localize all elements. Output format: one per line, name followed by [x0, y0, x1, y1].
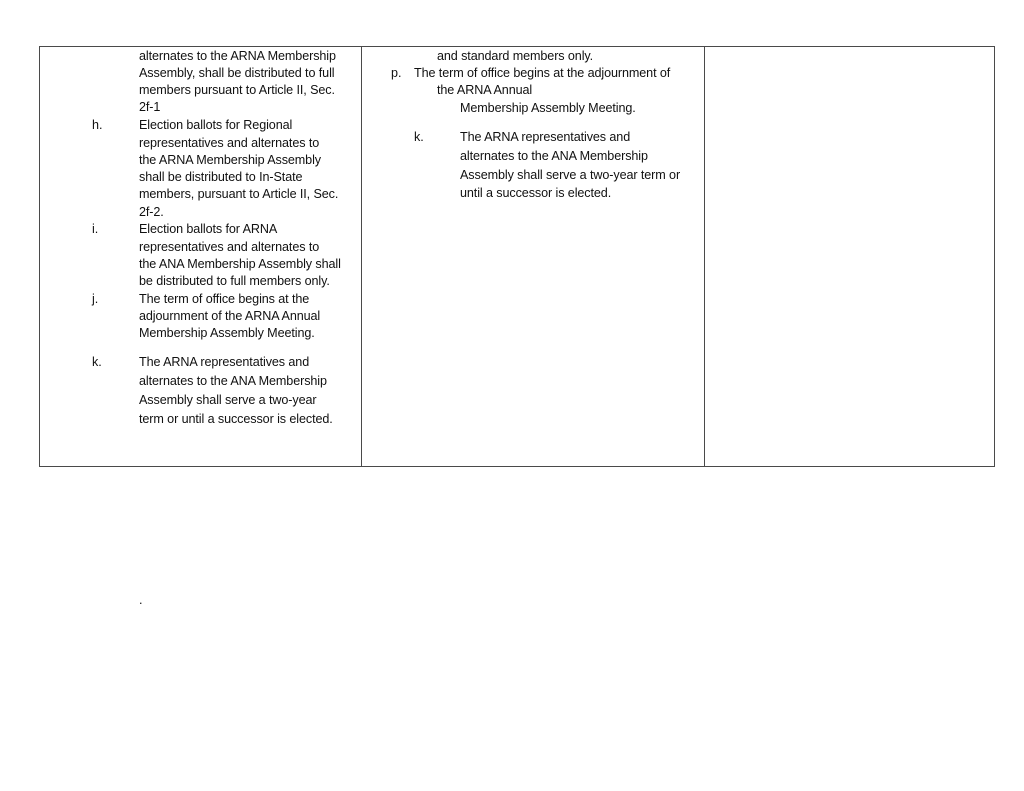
- item-label-j: j.: [92, 292, 99, 306]
- item-k-line: Assembly shall serve a two-year: [139, 393, 317, 407]
- item-k-col2-line: The ARNA representatives and: [460, 130, 631, 144]
- item-i-line: representatives and alternates to: [139, 240, 320, 254]
- item-k-line: alternates to the ANA Membership: [139, 374, 327, 388]
- col1-intro-line: alternates to the ARNA Membership: [139, 49, 336, 63]
- item-label-p: p.: [391, 66, 402, 80]
- item-label-k: k.: [92, 355, 102, 369]
- col1-intro-line: 2f-1: [139, 100, 161, 114]
- item-p-line: the ARNA Annual: [437, 83, 533, 97]
- item-i-line: Election ballots for ARNA: [139, 222, 278, 236]
- item-h-line: members, pursuant to Article II, Sec.: [139, 187, 339, 201]
- item-p-line: The term of office begins at the adjournment of: [414, 66, 671, 80]
- item-h-line: 2f-2.: [139, 205, 164, 219]
- item-k-line: The ARNA representatives and: [139, 355, 310, 369]
- col2-intro-line: and standard members only.: [437, 49, 594, 63]
- item-k-line: term or until a successor is elected.: [139, 412, 333, 426]
- stray-period: .: [139, 593, 143, 607]
- item-h-line: shall be distributed to In-State: [139, 170, 303, 184]
- item-j-line: The term of office begins at the: [139, 292, 310, 306]
- item-label-h: h.: [92, 118, 103, 132]
- item-j-line: Membership Assembly Meeting.: [139, 326, 315, 340]
- item-i-line: be distributed to full members only.: [139, 274, 330, 288]
- item-h-line: Election ballots for Regional: [139, 118, 293, 132]
- item-i-line: the ANA Membership Assembly shall: [139, 257, 341, 271]
- item-h-line: representatives and alternates to: [139, 136, 320, 150]
- item-label-i: i.: [92, 222, 99, 236]
- item-k-col2-line: alternates to the ANA Membership: [460, 149, 648, 163]
- col1-intro-line: members pursuant to Article II, Sec.: [139, 83, 335, 97]
- item-j-line: adjournment of the ARNA Annual: [139, 309, 321, 323]
- item-k-col2-line: until a successor is elected.: [460, 186, 612, 200]
- item-h-line: the ARNA Membership Assembly: [139, 153, 321, 167]
- column-divider-1: [361, 47, 362, 466]
- item-label-k-col2: k.: [414, 130, 424, 144]
- col1-intro-line: Assembly, shall be distributed to full: [139, 66, 335, 80]
- item-k-col2-line: Assembly shall serve a two-year term or: [460, 168, 681, 182]
- column-divider-2: [704, 47, 705, 466]
- item-p-line: Membership Assembly Meeting.: [460, 101, 636, 115]
